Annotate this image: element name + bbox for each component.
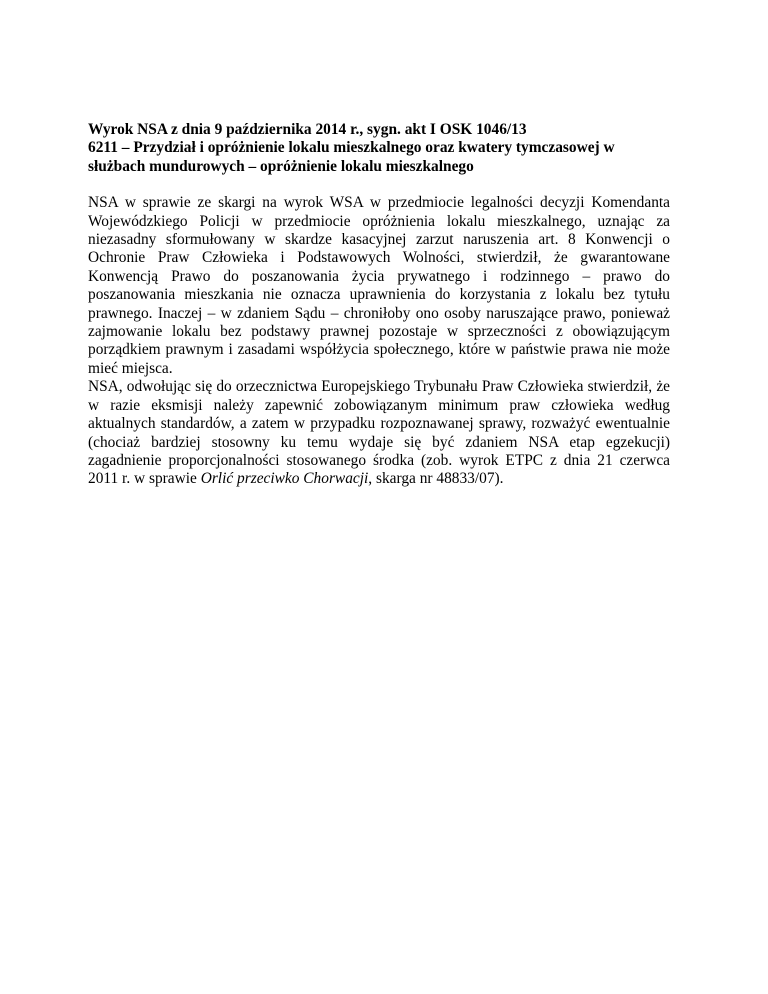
text-line: mieć miejsca. <box>88 359 173 377</box>
text-line: prawnego. Inaczej – w zdaniem Sądu – chroniłoby ono osoby naruszające prawo, ponieważ <box>88 304 670 322</box>
text-suffix: , skarga nr 48833/07). <box>368 470 504 488</box>
paragraph-2 <box>88 378 670 488</box>
document-heading <box>88 121 670 176</box>
text-line-last <box>88 470 670 488</box>
text-line: Konwencją Prawo do poszanowania życia prywatnego i rodzinnego – prawo do <box>88 267 670 285</box>
heading-line: 6211 – Przydział i opróżnienie lokalu mieszkalnego oraz kwatery tymczasowej w <box>88 139 615 157</box>
text-line: Ochronie Praw Człowieka i Podstawowych Wolności, stwierdził, że gwarantowane <box>88 249 670 267</box>
text-line: poszanowania mieszkania nie oznacza uprawnienia do korzystania z lokalu bez tytułu <box>88 286 670 304</box>
text-line: aktualnych standardów, a zatem w przypadku rozpoznawanej sprawy, rozważyć ewentualnie <box>88 415 670 433</box>
text-line: w razie eksmisji należy zapewnić zobowiązanym minimum praw człowieka według <box>88 396 670 414</box>
text-line: zagadnienie proporcjonalności stosowanego środka (zob. wyrok ETPC z dnia 21 czerwca <box>88 451 670 469</box>
document-body <box>88 121 670 489</box>
text-line: Wojewódzkiego Policji w przedmiocie opróżnienia lokalu mieszkalnego, uznając za <box>88 212 670 230</box>
text-line: NSA w sprawie ze skargi na wyrok WSA w przedmiocie legalności decyzji Komendanta <box>88 194 670 212</box>
case-name: Orlić przeciwko Chorwacji <box>200 470 369 488</box>
heading-line: służbach mundurowych – opróżnienie lokalu mieszkalnego <box>88 157 474 175</box>
text-line: niezasadny sformułowany w skardze kasacyjnej zarzut naruszenia art. 8 Konwencji o <box>88 231 670 249</box>
text-prefix: 2011 r. w sprawie <box>88 470 201 488</box>
text-line: zajmowanie lokalu bez podstawy prawnej pozostaje w sprzeczności z obowiązującym <box>88 323 670 341</box>
text-line: (chociaż bardziej stosowny ku temu wydaje się być zdaniem NSA etap egzekucji) <box>88 433 670 451</box>
paragraph-1 <box>88 194 670 378</box>
text-line: NSA, odwołując się do orzecznictwa Europejskiego Trybunału Praw Człowieka stwierdził, że <box>88 378 670 396</box>
heading-line: Wyrok NSA z dnia 9 października 2014 r., sygn. akt I OSK 1046/13 <box>88 121 527 138</box>
text-line: porządkiem prawnym i zasadami współżycia społecznego, które w państwie prawa nie może <box>88 341 670 359</box>
spacer <box>88 176 670 194</box>
